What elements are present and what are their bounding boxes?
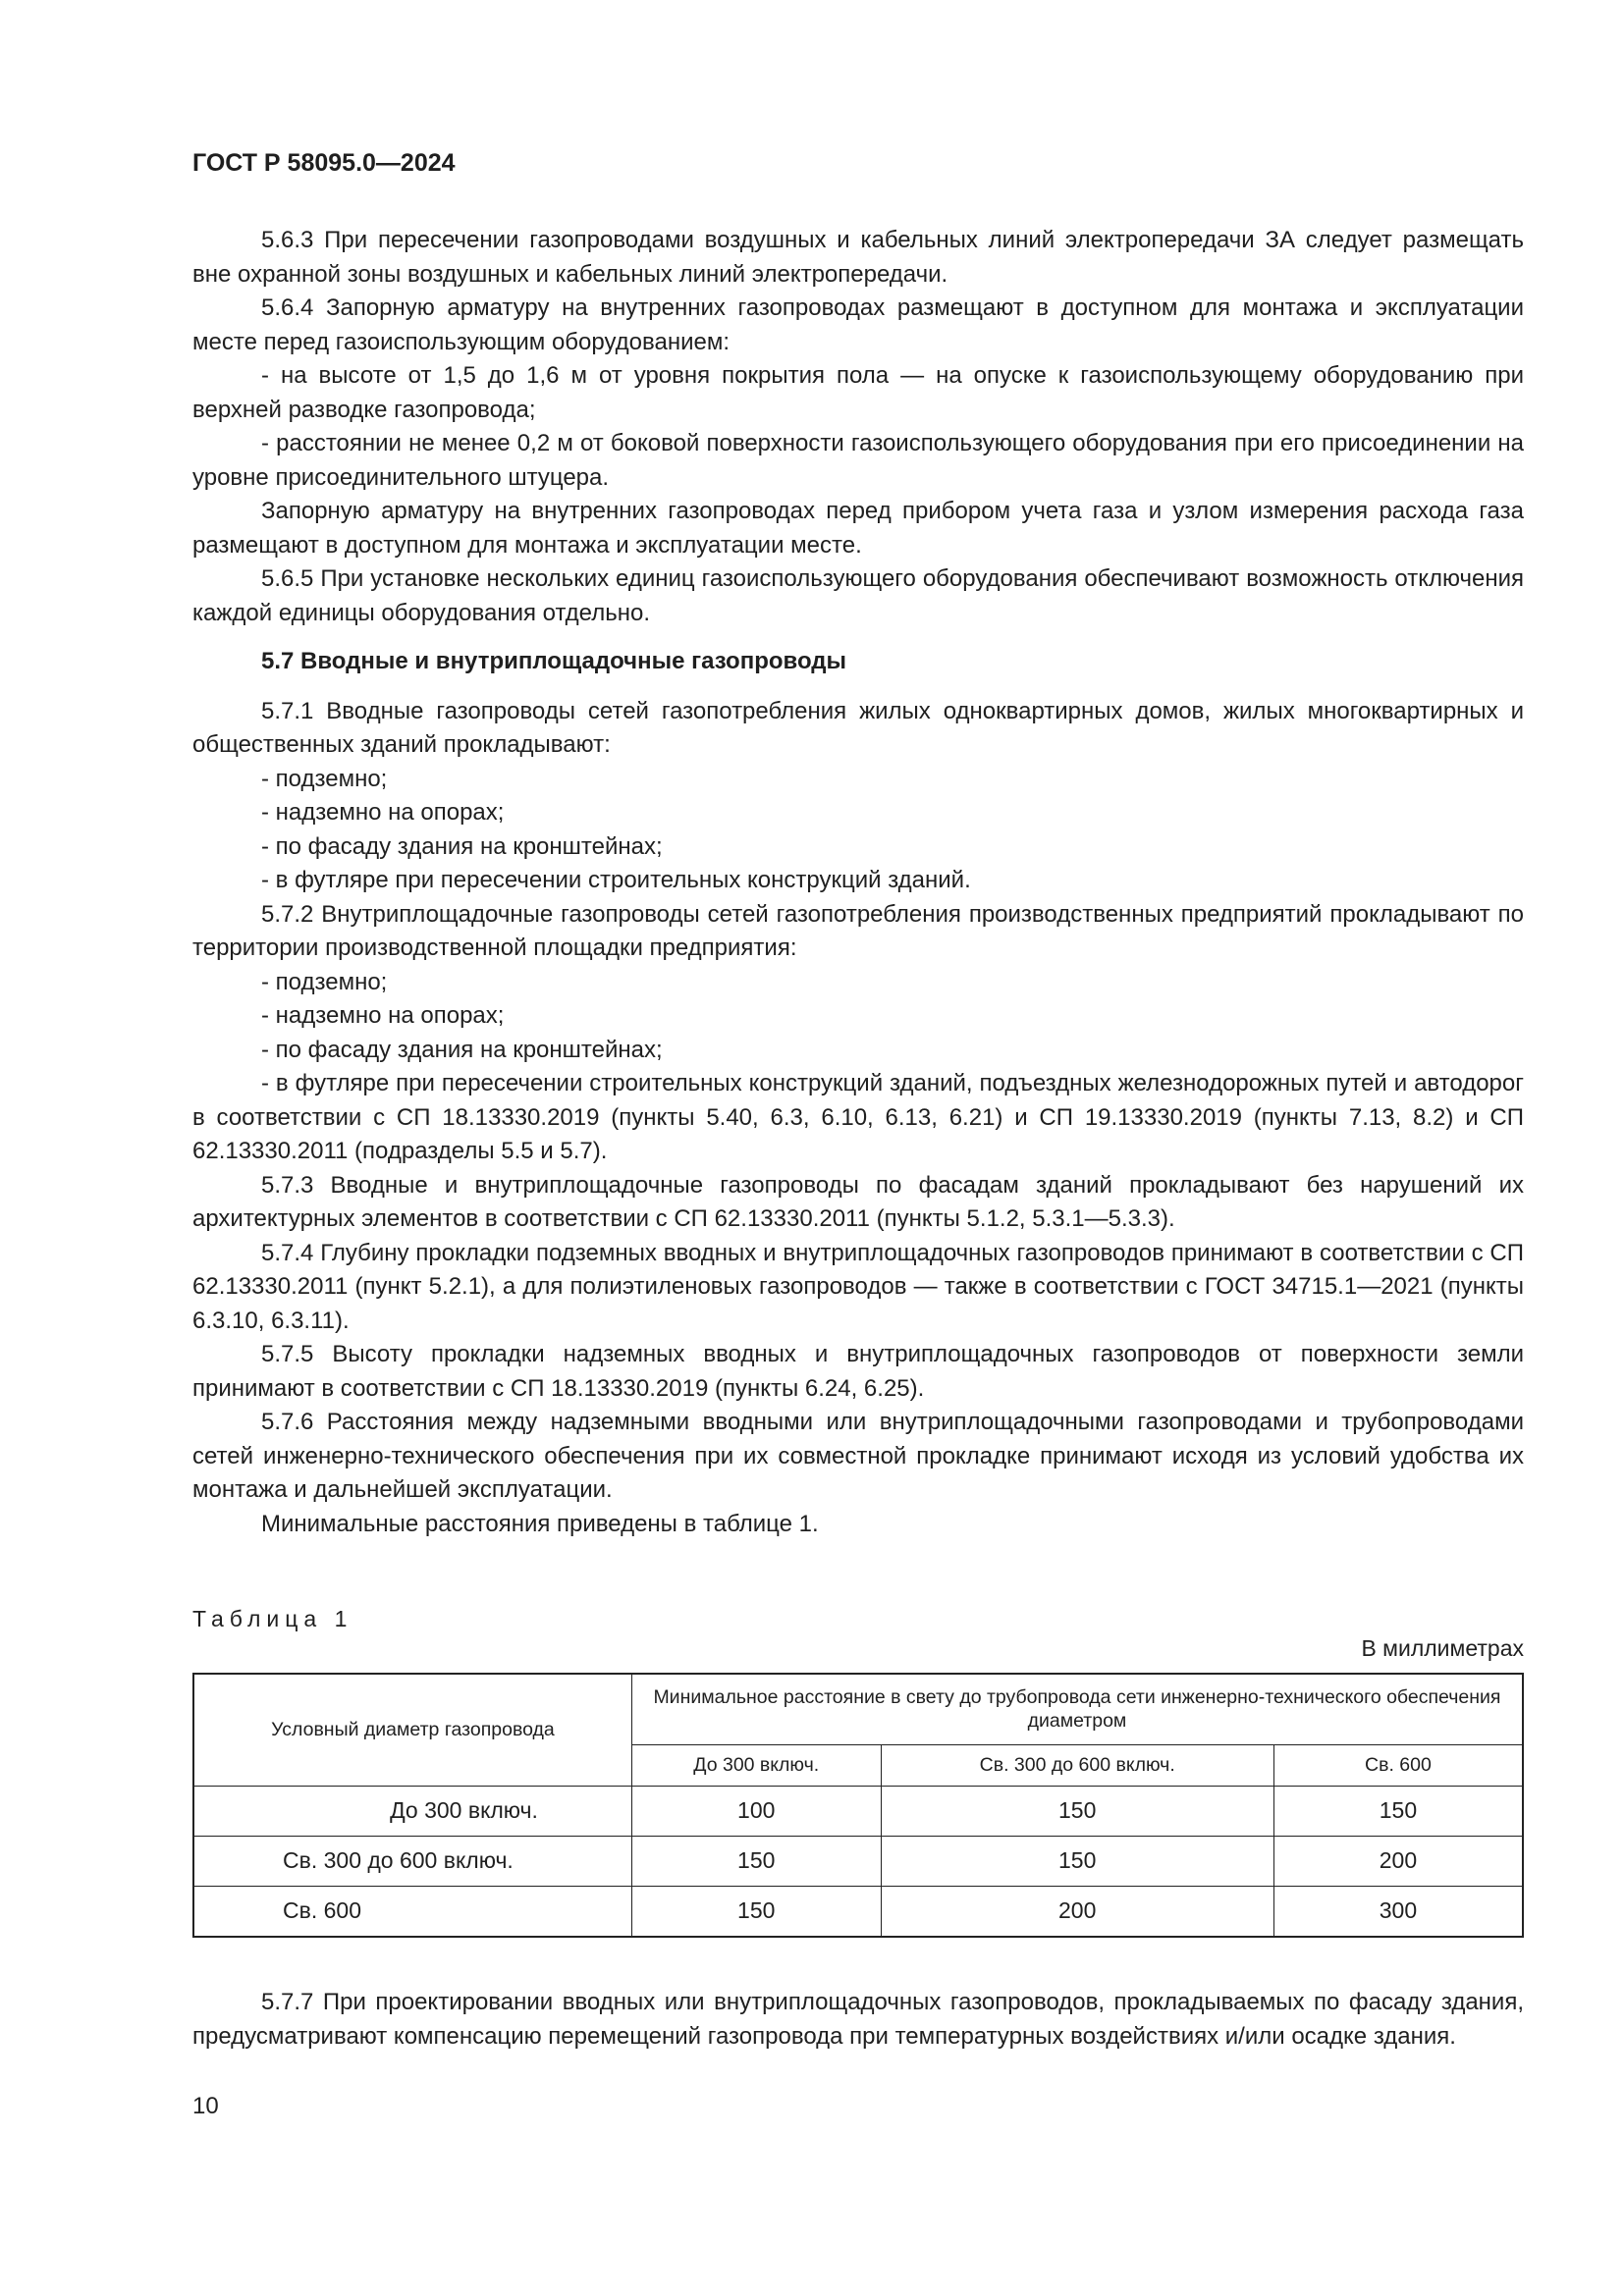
table-cell: 200 — [1273, 1836, 1523, 1886]
paragraph-5-6-4: 5.6.4 Запорную арматуру на внутренних газопроводах размещают в доступном для монтажа и эксплуатации месте перед газоиспользующим оборудованием: — [192, 294, 1524, 355]
paragraph-5-7-2: 5.7.2 Внутриплощадочные газопроводы сетей газопотребления производственных предприятий прокладывают по территории производственной площадки предприятия: — [192, 900, 1524, 961]
table-cell: 150 — [1273, 1786, 1523, 1836]
list-item: - надземно на опорах; — [261, 1002, 505, 1029]
list-item: - в футляре при пересечении строительных конструкций зданий. — [261, 867, 971, 893]
row-label-cell: Св. 600 — [193, 1886, 631, 1937]
list-item: - по фасаду здания на кронштейнах; — [261, 832, 663, 860]
list-item: - подземно; — [261, 765, 388, 792]
table-cell: 200 — [881, 1886, 1273, 1937]
table-row — [193, 1786, 1523, 1836]
paragraph: Запорную арматуру на внутренних газопроводах перед прибором учета газа и узлом измерения расхода газа размещают в доступном для монтажа и эксплуатации месте. — [192, 498, 1524, 559]
page-number: 10 — [192, 2093, 219, 2119]
list-item: - подземно; — [261, 968, 388, 995]
table-cell: 150 — [881, 1786, 1273, 1836]
table-label: Таблица 1 — [192, 1606, 353, 1631]
row-label-cell: До 300 включ. — [193, 1786, 631, 1836]
document-footer-text — [192, 1986, 1524, 2054]
paragraph-5-7-1: 5.7.1 Вводные газопроводы сетей газопотребления жилых одноквартирных домов, жилых многоквартирных и общественных зданий прокладывают: — [192, 697, 1524, 758]
paragraph: Минимальные расстояния приведены в таблице 1. — [261, 1510, 819, 1537]
paragraph-5-6-5: 5.6.5 При установке нескольких единиц газоиспользующего оборудования обеспечивают возможность отключения каждой единицы оборудования отдельно. — [192, 565, 1524, 626]
header-min-distance: Минимальное расстояние в свету до трубопровода сети инженерно-технического обеспечения диаметром — [631, 1674, 1523, 1744]
table-row — [193, 1836, 1523, 1886]
table-cell: 150 — [881, 1836, 1273, 1886]
subheader-cell: Св. 300 до 600 включ. — [881, 1744, 1273, 1786]
table-cell: 100 — [631, 1786, 881, 1836]
document-header: ГОСТ Р 58095.0—2024 — [192, 149, 456, 177]
paragraph-5-7-3: 5.7.3 Вводные и внутриплощадочные газопроводы по фасадам зданий прокладывают без нарушений их архитектурных элементов в соответствии с СП 62.13330.2011 (пункты 5.1.2, 5.3.1—5.3.3). — [192, 1171, 1524, 1232]
list-item: - надземно на опорах; — [261, 799, 505, 826]
subheader-cell: Св. 600 — [1273, 1744, 1523, 1786]
section-heading-5-7: 5.7 Вводные и внутриплощадочные газопроводы — [261, 648, 847, 674]
table-cell: 300 — [1273, 1886, 1523, 1937]
paragraph-5-7-4: 5.7.4 Глубину прокладки подземных вводных и внутриплощадочных газопроводов принимают в соответствии с СП 62.13330.2011 (пункт 5.2.1), а для полиэтиленовых газопроводов — также в соответствии с ГОСТ 34715.1—2021 (пункты 6.3.10, 6.3.11). — [192, 1239, 1524, 1334]
list-item: - по фасаду здания на кронштейнах; — [261, 1036, 663, 1063]
list-item: - расстоянии не менее 0,2 м от боковой поверхности газоиспользующего оборудования при его присоединении на уровне присоединительного штуцера. — [192, 430, 1524, 491]
distance-table — [192, 1673, 1524, 1938]
table-units: В миллиметрах — [1361, 1635, 1524, 1661]
list-item: - на высоте от 1,5 до 1,6 м от уровня покрытия пола — на опуске к газоиспользующему оборудованию при верхней разводке газопровода; — [192, 362, 1524, 423]
table-cell: 150 — [631, 1836, 881, 1886]
list-item: - в футляре при пересечении строительных конструкций зданий, подъездных железнодорожных путей и автодорог в соответствии с СП 18.13330.2019 (пункты 5.40, 6.3, 6.10, 6.13, 6.21) и СП 19.13330.2019 (пункты 7.13, 8.2) и СП 62.13330.2011 (подразделы 5.5 и 5.7). — [192, 1070, 1524, 1164]
table-row — [193, 1886, 1523, 1937]
paragraph-5-7-6: 5.7.6 Расстояния между надземными вводными или внутриплощадочными газопроводами и трубопроводами сетей инженерно-технического обеспечения при их совместной прокладке принимают исходя из условий удобства их монтажа и дальнейшей эксплуатации. — [192, 1409, 1524, 1503]
row-label-cell: Св. 300 до 600 включ. — [193, 1836, 631, 1886]
paragraph-5-7-5: 5.7.5 Высоту прокладки надземных вводных и внутриплощадочных газопроводов от поверхности земли принимают в соответствии с СП 18.13330.2019 (пункты 6.24, 6.25). — [192, 1341, 1524, 1402]
document-body — [192, 224, 1524, 1541]
header-diameter: Условный диаметр газопровода — [193, 1674, 631, 1786]
paragraph-5-7-7: 5.7.7 При проектировании вводных или внутриплощадочных газопроводов, прокладываемых по фасаду здания, предусматривают компенсацию перемещений газопровода при температурных воздействиях и/или осадке здания. — [192, 1989, 1524, 2050]
paragraph-5-6-3: 5.6.3 При пересечении газопроводами воздушных и кабельных линий электропередачи ЗА следует размещать вне охранной зоны воздушных и кабельных линий электропередачи. — [192, 227, 1524, 288]
table-cell: 150 — [631, 1886, 881, 1937]
subheader-cell: До 300 включ. — [631, 1744, 881, 1786]
